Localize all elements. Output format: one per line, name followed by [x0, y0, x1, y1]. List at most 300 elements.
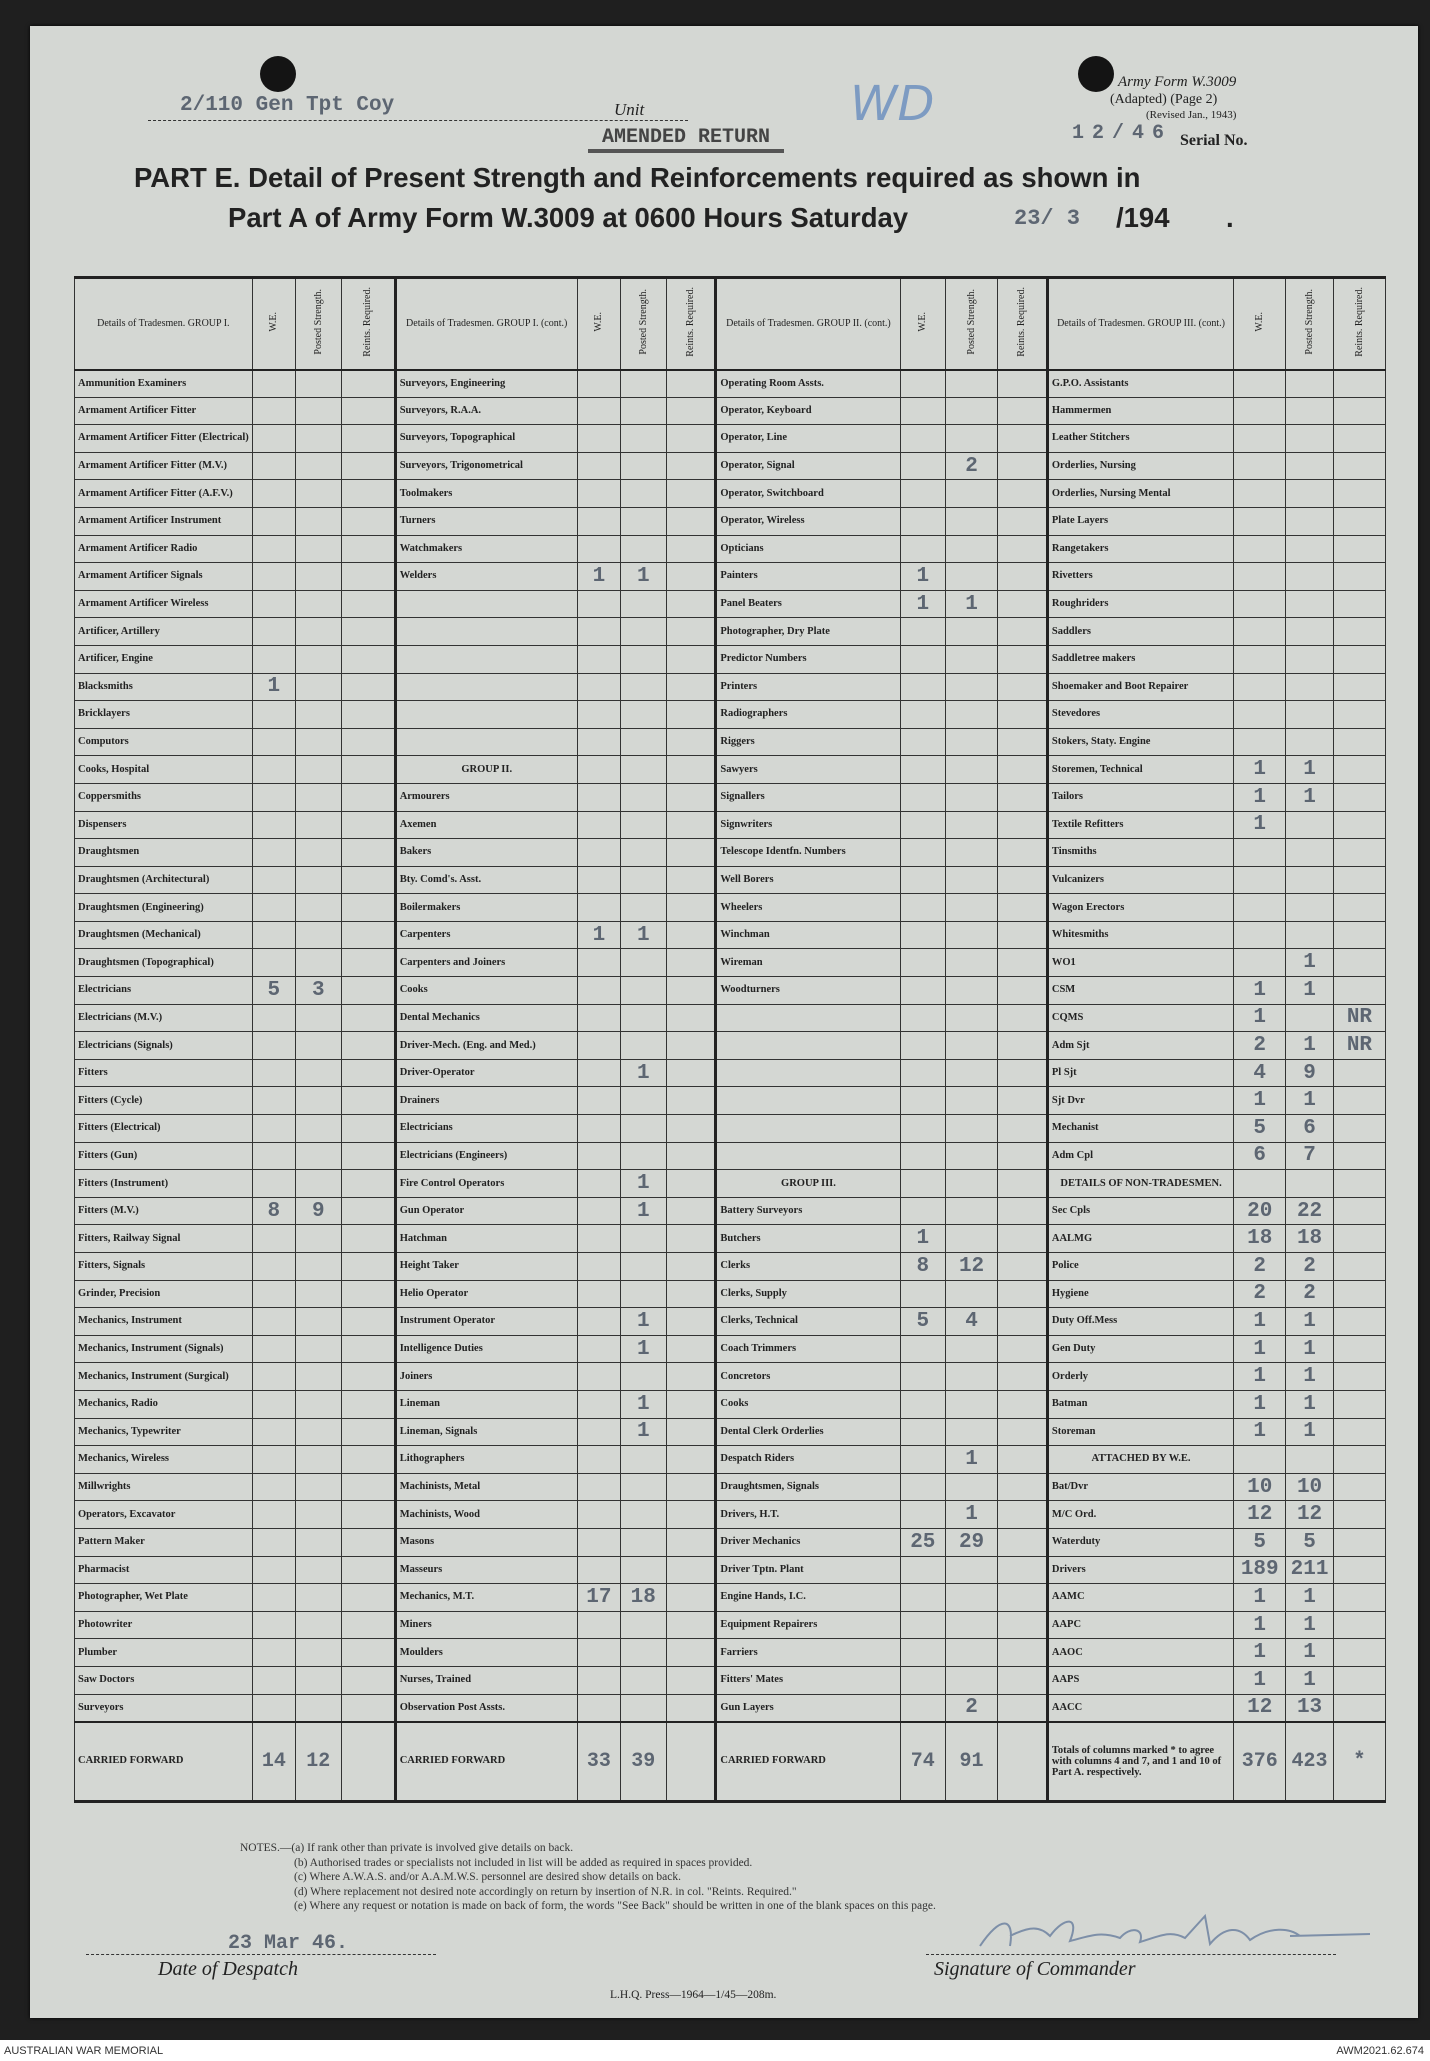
- we-value: 1: [1234, 1666, 1286, 1694]
- posted-value: 1: [1286, 1418, 1334, 1446]
- reints-value: [341, 1666, 395, 1694]
- trade-label: Driver-Mech. (Eng. and Med.): [395, 1032, 577, 1060]
- reints-value: [998, 452, 1048, 480]
- trade-label: Saddletree makers: [1047, 645, 1233, 673]
- we-value: [1234, 618, 1286, 646]
- reints-value: [1333, 894, 1385, 922]
- trade-label: Armament Artificer Fitter (M.V.): [75, 452, 253, 480]
- posted-value: 1: [1286, 1390, 1334, 1418]
- trade-label: Saw Doctors: [75, 1666, 253, 1694]
- reints-value: [666, 618, 716, 646]
- we-value: [252, 425, 295, 453]
- trade-label: Adm Cpl: [1047, 1142, 1233, 1170]
- reints-value: [998, 756, 1048, 784]
- trade-label: Storeman: [1047, 1418, 1233, 1446]
- posted-value: [946, 1666, 998, 1694]
- reints-value: [341, 1308, 395, 1336]
- reints-value: [1333, 1170, 1385, 1198]
- trade-label: Orderly: [1047, 1363, 1233, 1391]
- trade-label: Tailors: [1047, 783, 1233, 811]
- header-group3-cont: Details of Tradesmen. GROUP III. (cont.): [1047, 278, 1233, 370]
- reints-value: [998, 1418, 1048, 1446]
- trade-label: Draughtsmen, Signals: [716, 1473, 900, 1501]
- reints-value: [1333, 1253, 1385, 1281]
- serial-label: Serial No.: [1180, 132, 1248, 149]
- posted-value: [1286, 535, 1334, 563]
- posted-value: [621, 866, 667, 894]
- reints-value: [341, 1446, 395, 1474]
- posted-value: 2: [1286, 1280, 1334, 1308]
- reints-value: [1333, 1308, 1385, 1336]
- we-value: [252, 590, 295, 618]
- we-value: [577, 452, 620, 480]
- we-value: [900, 1390, 946, 1418]
- trade-label: Mechanics, Instrument (Surgical): [75, 1363, 253, 1391]
- we-value: [252, 618, 295, 646]
- carried-forward-reints: [666, 1722, 716, 1802]
- posted-value: [946, 811, 998, 839]
- posted-value: [296, 1087, 342, 1115]
- reints-value: [1333, 1694, 1385, 1722]
- reints-value: [1333, 1115, 1385, 1143]
- posted-value: 211: [1286, 1556, 1334, 1584]
- posted-value: [946, 1059, 998, 1087]
- trade-label: Sawyers: [716, 756, 900, 784]
- we-value: [252, 1335, 295, 1363]
- we-value: [252, 1280, 295, 1308]
- posted-value: [1286, 370, 1334, 398]
- carried-forward-we: 14: [252, 1722, 295, 1802]
- posted-value: [946, 1584, 998, 1612]
- posted-value: [946, 1197, 998, 1225]
- form-title-line1: PART E. Detail of Present Strength and Reinforcements required as shown in: [134, 162, 1141, 193]
- we-value: [900, 1584, 946, 1612]
- reints-value: [666, 1142, 716, 1170]
- we-value: 1: [1234, 1418, 1286, 1446]
- trade-label: Clerks, Technical: [716, 1308, 900, 1336]
- reints-value: [666, 1032, 716, 1060]
- posted-value: 12: [1286, 1501, 1334, 1529]
- reints-value: [341, 1418, 395, 1446]
- posted-value: [946, 1611, 998, 1639]
- we-value: [252, 1363, 295, 1391]
- carried-forward-we: 74: [900, 1722, 946, 1802]
- we-value: [1234, 921, 1286, 949]
- archive-name: AUSTRALIAN WAR MEMORIAL: [4, 2045, 164, 2057]
- trade-label: Despatch Riders: [716, 1446, 900, 1474]
- trade-label: Armourers: [395, 783, 577, 811]
- trade-label: Well Borers: [716, 866, 900, 894]
- group-heading: GROUP II.: [395, 756, 577, 784]
- trade-label: Armament Artificer Fitter: [75, 397, 253, 425]
- reints-value: [998, 783, 1048, 811]
- trade-label: Drivers: [1047, 1556, 1233, 1584]
- we-value: [577, 949, 620, 977]
- reints-value: [341, 425, 395, 453]
- posted-value: 1: [1286, 1032, 1334, 1060]
- posted-value: [1286, 728, 1334, 756]
- trade-label: [395, 728, 577, 756]
- reints-value: [998, 1639, 1048, 1667]
- trade-label: Cooks: [716, 1390, 900, 1418]
- reints-value: [341, 507, 395, 535]
- trade-label: Gen Duty: [1047, 1335, 1233, 1363]
- we-value: [577, 1308, 620, 1336]
- posted-value: 9: [296, 1197, 342, 1225]
- reints-value: [998, 949, 1048, 977]
- trade-label: [716, 1004, 900, 1032]
- unit-label: Unit: [614, 100, 645, 119]
- reints-value: [666, 507, 716, 535]
- we-value: [577, 507, 620, 535]
- posted-value: [296, 1390, 342, 1418]
- posted-value: [1286, 425, 1334, 453]
- posted-value: [621, 783, 667, 811]
- reints-value: [341, 563, 395, 591]
- we-value: 1: [1234, 783, 1286, 811]
- trade-label: Orderlies, Nursing Mental: [1047, 480, 1233, 508]
- we-value: [252, 1142, 295, 1170]
- reints-value: [341, 370, 395, 398]
- trade-label: Storemen, Technical: [1047, 756, 1233, 784]
- we-value: [577, 397, 620, 425]
- we-value: [900, 645, 946, 673]
- we-value: 5: [1234, 1528, 1286, 1556]
- reints-value: [666, 1059, 716, 1087]
- reints-value: [666, 452, 716, 480]
- unit-underline: [148, 120, 688, 121]
- trade-label: Riggers: [716, 728, 900, 756]
- reints-value: [1333, 590, 1385, 618]
- reints-value: [341, 839, 395, 867]
- posted-value: [621, 1639, 667, 1667]
- we-value: [577, 673, 620, 701]
- posted-value: [296, 1363, 342, 1391]
- reints-value: [341, 1225, 395, 1253]
- reints-value: [998, 1004, 1048, 1032]
- trade-label: Pattern Maker: [75, 1528, 253, 1556]
- reints-value: [998, 1032, 1048, 1060]
- posted-value: 1: [1286, 1639, 1334, 1667]
- we-value: 1: [900, 563, 946, 591]
- reints-value: [1333, 1418, 1385, 1446]
- reints-value: [998, 1694, 1048, 1722]
- posted-value: [946, 1170, 998, 1198]
- trade-label: Surveyors, Topographical: [395, 425, 577, 453]
- we-value: [577, 1087, 620, 1115]
- carried-forward-reints: [998, 1722, 1048, 1802]
- reints-value: [666, 590, 716, 618]
- posted-value: [946, 701, 998, 729]
- posted-value: [296, 701, 342, 729]
- trade-label: Armament Artificer Radio: [75, 535, 253, 563]
- trade-label: Bakers: [395, 839, 577, 867]
- trade-label: Fitters: [75, 1059, 253, 1087]
- reints-value: [998, 1666, 1048, 1694]
- carried-forward-reints: [341, 1722, 395, 1802]
- reints-value: [998, 1170, 1048, 1198]
- we-value: [577, 783, 620, 811]
- trade-label: Wheelers: [716, 894, 900, 922]
- trade-label: Pl Sjt: [1047, 1059, 1233, 1087]
- table-row: [75, 1501, 1386, 1529]
- we-value: [900, 949, 946, 977]
- posted-value: [946, 866, 998, 894]
- we-value: [577, 1611, 620, 1639]
- posted-value: [621, 1694, 667, 1722]
- posted-value: [296, 839, 342, 867]
- trade-label: Masons: [395, 1528, 577, 1556]
- trade-label: Photographer, Dry Plate: [716, 618, 900, 646]
- trade-label: Operator, Signal: [716, 452, 900, 480]
- posted-value: [946, 1280, 998, 1308]
- reints-value: [341, 1694, 395, 1722]
- we-value: [1234, 563, 1286, 591]
- we-value: [252, 894, 295, 922]
- trade-label: Leather Stitchers: [1047, 425, 1233, 453]
- reints-value: [1333, 563, 1385, 591]
- reints-value: [666, 1170, 716, 1198]
- reints-value: [998, 1115, 1048, 1143]
- table-row: [75, 1225, 1386, 1253]
- reints-value: [341, 866, 395, 894]
- trade-label: Equipment Repairers: [716, 1611, 900, 1639]
- reints-value: [666, 783, 716, 811]
- reints-value: [998, 839, 1048, 867]
- trade-label: Axemen: [395, 811, 577, 839]
- reints-value: [1333, 1446, 1385, 1474]
- header-reints: Reints. Required.: [362, 287, 374, 358]
- we-value: 1: [1234, 811, 1286, 839]
- posted-value: [946, 425, 998, 453]
- reints-value: [341, 1611, 395, 1639]
- posted-value: [621, 618, 667, 646]
- posted-value: 1: [621, 1059, 667, 1087]
- trade-label: Toolmakers: [395, 480, 577, 508]
- handwritten-initials: WD: [850, 76, 935, 132]
- reints-value: [1333, 1528, 1385, 1556]
- posted-value: [296, 1639, 342, 1667]
- we-value: [252, 1059, 295, 1087]
- we-value: [1234, 480, 1286, 508]
- posted-value: 4: [946, 1308, 998, 1336]
- we-value: [577, 977, 620, 1005]
- reints-value: [666, 673, 716, 701]
- trade-label: [716, 1115, 900, 1143]
- trade-label: Sec Cpls: [1047, 1197, 1233, 1225]
- we-value: [577, 1446, 620, 1474]
- reints-value: [1333, 1639, 1385, 1667]
- table-row: [75, 397, 1386, 425]
- we-value: [900, 1115, 946, 1143]
- posted-value: 1: [621, 1418, 667, 1446]
- posted-value: [946, 1225, 998, 1253]
- notes-block: [240, 1841, 936, 1914]
- reints-value: [341, 480, 395, 508]
- posted-value: [946, 1556, 998, 1584]
- reints-value: [666, 1418, 716, 1446]
- posted-value: 3: [296, 977, 342, 1005]
- we-value: [900, 1280, 946, 1308]
- we-value: [577, 728, 620, 756]
- table-row: [75, 673, 1386, 701]
- reints-value: [998, 1253, 1048, 1281]
- we-value: [577, 1335, 620, 1363]
- we-value: [900, 1032, 946, 1060]
- posted-value: 12: [946, 1253, 998, 1281]
- reints-value: [666, 977, 716, 1005]
- we-value: [1234, 894, 1286, 922]
- trade-label: AALMG: [1047, 1225, 1233, 1253]
- posted-value: [621, 1087, 667, 1115]
- reints-value: [1333, 1197, 1385, 1225]
- punch-hole: [1078, 56, 1114, 92]
- posted-value: [621, 1528, 667, 1556]
- trade-label: Surveyors: [75, 1694, 253, 1722]
- trade-label: Bat/Dvr: [1047, 1473, 1233, 1501]
- we-value: [577, 1390, 620, 1418]
- commander-signature: [970, 1906, 1390, 1956]
- posted-value: 1: [1286, 1584, 1334, 1612]
- punch-hole: [260, 56, 296, 92]
- table-row: [75, 701, 1386, 729]
- posted-value: [946, 1004, 998, 1032]
- reints-value: [666, 1611, 716, 1639]
- posted-value: [621, 728, 667, 756]
- we-value: [252, 1418, 295, 1446]
- amended-return-stamp: AMENDED RETURN: [588, 126, 784, 153]
- trade-label: Fire Control Operators: [395, 1170, 577, 1198]
- trade-label: Draughtsmen (Mechanical): [75, 921, 253, 949]
- we-value: [577, 1170, 620, 1198]
- we-value: [577, 894, 620, 922]
- posted-value: [946, 370, 998, 398]
- reints-value: [341, 1170, 395, 1198]
- posted-value: [1286, 866, 1334, 894]
- reints-value: [341, 921, 395, 949]
- table-row: [75, 1280, 1386, 1308]
- trade-label: CQMS: [1047, 1004, 1233, 1032]
- posted-value: 1: [1286, 1308, 1334, 1336]
- trade-label: M/C Ord.: [1047, 1501, 1233, 1529]
- posted-value: [296, 894, 342, 922]
- we-value: [1234, 1446, 1286, 1474]
- trade-label: Battery Surveyors: [716, 1197, 900, 1225]
- posted-value: [621, 756, 667, 784]
- trade-label: Artificer, Artillery: [75, 618, 253, 646]
- reints-value: [341, 783, 395, 811]
- we-value: [1234, 701, 1286, 729]
- reints-value: [341, 1556, 395, 1584]
- table-row: [75, 1694, 1386, 1722]
- trade-label: [395, 590, 577, 618]
- we-value: [252, 1666, 295, 1694]
- trade-label: Dental Mechanics: [395, 1004, 577, 1032]
- reints-value: [998, 480, 1048, 508]
- trade-label: Armament Artificer Wireless: [75, 590, 253, 618]
- trade-label: AAMC: [1047, 1584, 1233, 1612]
- posted-value: [296, 590, 342, 618]
- reints-value: [998, 1556, 1048, 1584]
- carried-forward-label: CARRIED FORWARD: [395, 1722, 577, 1802]
- we-value: 1: [1234, 1335, 1286, 1363]
- reints-value: [998, 1197, 1048, 1225]
- trade-label: [716, 1087, 900, 1115]
- table-row: [75, 783, 1386, 811]
- table-row: [75, 1639, 1386, 1667]
- we-value: [577, 1115, 620, 1143]
- trade-label: Hatchman: [395, 1225, 577, 1253]
- trade-label: Winchman: [716, 921, 900, 949]
- trade-label: AAOC: [1047, 1639, 1233, 1667]
- we-value: [252, 949, 295, 977]
- we-value: 12: [1234, 1694, 1286, 1722]
- posted-value: [296, 1418, 342, 1446]
- posted-value: [296, 618, 342, 646]
- signature-label: Signature of Commander: [934, 1958, 1136, 1980]
- trade-label: Joiners: [395, 1363, 577, 1391]
- reints-value: [1333, 370, 1385, 398]
- posted-value: [621, 701, 667, 729]
- table-row: [75, 1390, 1386, 1418]
- reints-value: [341, 1059, 395, 1087]
- trade-label: Electricians: [395, 1115, 577, 1143]
- posted-value: [296, 811, 342, 839]
- reints-value: [341, 673, 395, 701]
- posted-value: [296, 645, 342, 673]
- posted-value: [1286, 1004, 1334, 1032]
- posted-value: [946, 839, 998, 867]
- table-row: [75, 894, 1386, 922]
- we-value: [252, 728, 295, 756]
- we-value: [900, 1142, 946, 1170]
- trade-label: Dispensers: [75, 811, 253, 839]
- header-group1-cont: Details of Tradesmen. GROUP I. (cont.): [395, 278, 577, 370]
- reints-value: [666, 1446, 716, 1474]
- reints-value: [998, 370, 1048, 398]
- serial-value: 12/46: [1072, 122, 1173, 145]
- we-value: [577, 756, 620, 784]
- posted-value: 5: [1286, 1528, 1334, 1556]
- reints-value: [1333, 1335, 1385, 1363]
- we-value: [577, 535, 620, 563]
- reints-value: [666, 397, 716, 425]
- date-year: /194: [1116, 202, 1170, 233]
- posted-value: [296, 1032, 342, 1060]
- trade-label: Armament Artificer Fitter (Electrical): [75, 425, 253, 453]
- trade-label: Saddlers: [1047, 618, 1233, 646]
- we-value: [252, 1253, 295, 1281]
- trade-label: Fitters (Electrical): [75, 1115, 253, 1143]
- trade-label: Police: [1047, 1253, 1233, 1281]
- posted-value: [296, 397, 342, 425]
- posted-value: 1: [1286, 1335, 1334, 1363]
- reints-value: [341, 1280, 395, 1308]
- trade-label: Machinists, Metal: [395, 1473, 577, 1501]
- trade-label: Butchers: [716, 1225, 900, 1253]
- header-posted: Posted Strength.: [1304, 289, 1316, 356]
- posted-value: 1: [946, 590, 998, 618]
- trade-label: Plumber: [75, 1639, 253, 1667]
- trade-label: Artificer, Engine: [75, 645, 253, 673]
- header-group2-cont: Details of Tradesmen. GROUP II. (cont.): [716, 278, 900, 370]
- posted-value: [946, 1115, 998, 1143]
- posted-value: [621, 480, 667, 508]
- trade-label: Batman: [1047, 1390, 1233, 1418]
- posted-value: 1: [621, 1170, 667, 1198]
- reints-value: [1333, 1556, 1385, 1584]
- reints-value: [341, 811, 395, 839]
